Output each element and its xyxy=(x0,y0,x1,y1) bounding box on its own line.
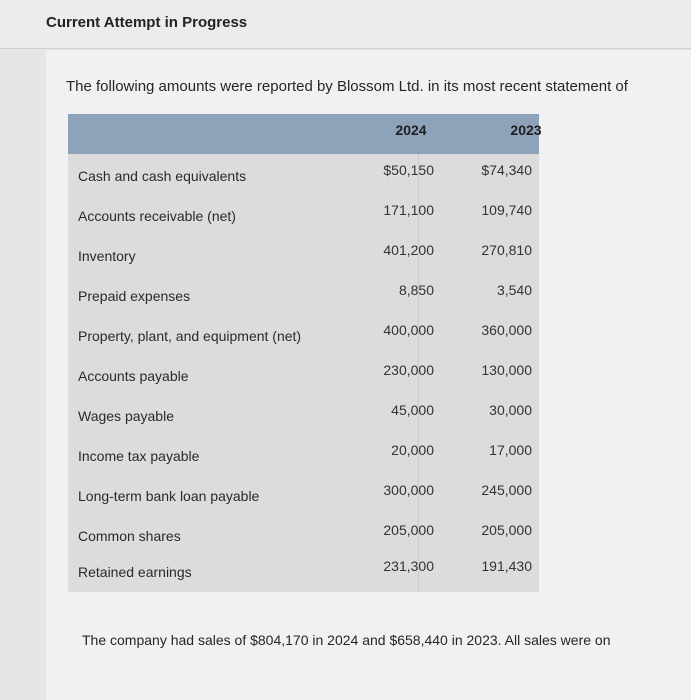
table-row xyxy=(68,438,539,477)
row-label: Prepaid expenses xyxy=(78,288,191,304)
column-header-2023: 2023 xyxy=(510,122,542,138)
question-intro: The following amounts were reported by Blossom Ltd. in its most recent statement of xyxy=(66,78,628,95)
page-title: Current Attempt in Progress xyxy=(46,14,248,31)
table-row xyxy=(68,358,539,397)
value-2023: 109,740 xyxy=(481,202,532,218)
table-row xyxy=(68,478,539,517)
value-2024: 205,000 xyxy=(383,522,434,538)
table-row xyxy=(68,554,539,593)
value-2024: 401,200 xyxy=(383,242,434,258)
value-2023: 360,000 xyxy=(481,322,532,338)
row-label: Property, plant, and equipment (net) xyxy=(78,328,302,344)
value-2024: 230,000 xyxy=(383,362,434,378)
value-2023: 191,430 xyxy=(481,558,532,574)
row-label: Accounts payable xyxy=(78,368,189,384)
table-row xyxy=(68,278,539,317)
value-2024: 231,300 xyxy=(383,558,434,574)
value-2023: 17,000 xyxy=(489,442,532,458)
table-row xyxy=(68,518,539,557)
row-label: Common shares xyxy=(78,528,181,544)
table-row xyxy=(68,158,539,197)
value-2023: 270,810 xyxy=(481,242,532,258)
value-2023: 245,000 xyxy=(481,482,532,498)
table-row xyxy=(68,398,539,437)
value-2023: 30,000 xyxy=(489,402,532,418)
value-2024: 400,000 xyxy=(383,322,434,338)
row-label: Cash and cash equivalents xyxy=(78,168,247,184)
table-row xyxy=(68,238,539,277)
value-2023: $74,340 xyxy=(481,162,532,178)
value-2024: 20,000 xyxy=(391,442,434,458)
table-row xyxy=(68,318,539,357)
value-2024: 8,850 xyxy=(398,282,434,298)
value-2024: 300,000 xyxy=(383,482,434,498)
financial-table xyxy=(68,114,542,592)
row-label: Accounts receivable (net) xyxy=(78,208,236,224)
table-row xyxy=(68,198,539,237)
value-2024: 45,000 xyxy=(391,402,434,418)
table-header-row xyxy=(68,114,542,154)
row-label: Wages payable xyxy=(78,408,174,424)
header-bar xyxy=(0,0,691,48)
row-label: Long-term bank loan payable xyxy=(78,488,260,504)
value-2023: 3,540 xyxy=(496,282,532,298)
header-divider xyxy=(0,48,691,49)
row-label: Income tax payable xyxy=(78,448,200,464)
row-label: Inventory xyxy=(78,248,136,264)
column-header-2024: 2024 xyxy=(395,122,427,138)
row-label: Retained earnings xyxy=(78,564,192,580)
value-2024: $50,150 xyxy=(383,162,434,178)
question-footer: The company had sales of $804,170 in 2024 and $658,440 in 2023. All sales were on xyxy=(82,632,611,648)
value-2024: 171,100 xyxy=(383,202,434,218)
value-2023: 130,000 xyxy=(481,362,532,378)
value-2023: 205,000 xyxy=(481,522,532,538)
